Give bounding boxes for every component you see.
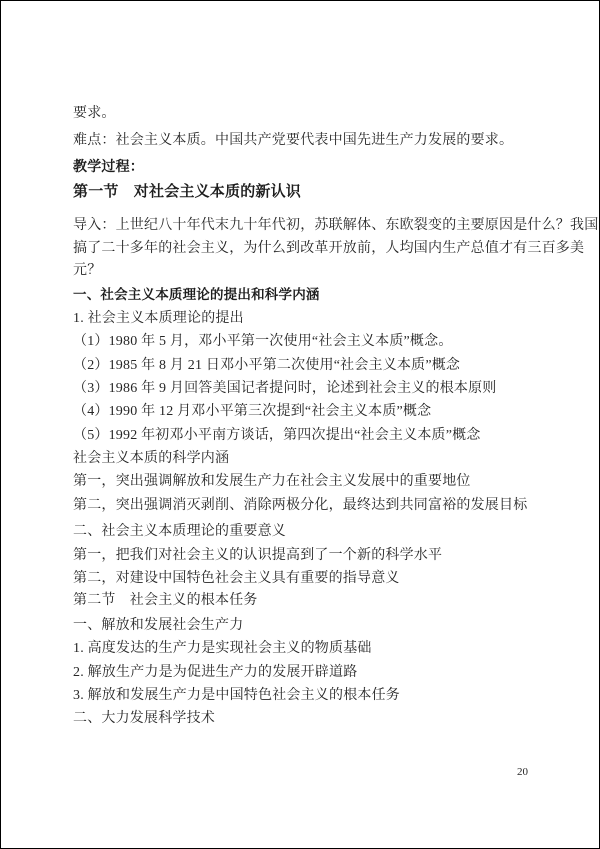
page-number: 20 — [517, 766, 528, 778]
item-5-line: （5）1992 年初邓小平南方谈话，第四次提出“社会主义本质”概念 — [73, 428, 481, 443]
item-1-line: （1）1980 年 5 月，邓小平第一次使用“社会主义本质”概念。 — [73, 334, 453, 349]
difficulty-line: 难点：社会主义本质。中国共产党要代表中国先进生产力发展的要求。 — [73, 133, 514, 148]
item-3-line: （3）1986 年 9 月回答美国记者提问时，论述到社会主义的根本原则 — [73, 381, 497, 396]
task-2-heading: 二、大力发展科学技术 — [73, 711, 215, 726]
topic-1-heading: 一、社会主义本质理论的提出和科学内涵 — [73, 287, 320, 302]
intro-line-2: 搞了二十多年的社会主义，为什么到改革开放前，人均国内生产总值才有三百多美 — [73, 241, 585, 256]
task-1-heading: 一、解放和发展社会生产力 — [73, 618, 244, 633]
connotation-line: 社会主义本质的科学内涵 — [73, 451, 230, 466]
intro-line-3: 元？ — [73, 263, 102, 278]
item-4-line: （4）1990 年 12 月邓小平第三次提到“社会主义本质”概念 — [73, 404, 432, 419]
item-2-line: （2）1985 年 8 月 21 日邓小平第二次使用“社会主义本质”概念 — [73, 358, 461, 373]
significance-point-1: 第一，把我们对社会主义的认识提高到了一个新的科学水平 — [73, 548, 443, 563]
topic-2-heading: 二、社会主义本质理论的重要意义 — [73, 524, 286, 539]
point-1-line: 1. 社会主义本质理论的提出 — [73, 311, 244, 326]
connotation-point-1: 第一，突出强调解放和发展生产力在社会主义发展中的重要地位 — [73, 474, 471, 489]
task-point-1: 1. 高度发达的生产力是实现社会主义的物质基础 — [73, 641, 372, 656]
intro-line-1: 导入：上世纪八十年代末九十年代初，苏联解体、东欧裂变的主要原因是什么？我国 — [73, 218, 599, 233]
section-2-heading: 第二节 社会主义的根本任务 — [73, 593, 258, 608]
task-point-2: 2. 解放生产力是为促进生产力的发展开辟道路 — [73, 665, 358, 680]
continuation-line: 要求。 — [73, 106, 116, 121]
teaching-process-heading: 教学过程： — [73, 158, 144, 174]
task-point-3: 3. 解放和发展生产力是中国特色社会主义的根本任务 — [73, 688, 400, 703]
section-1-heading: 第一节 对社会主义本质的新认识 — [73, 183, 302, 200]
connotation-point-2: 第二，突出强调消灭剥削、消除两极分化，最终达到共同富裕的发展目标 — [73, 498, 528, 513]
significance-point-2: 第二，对建设中国特色社会主义具有重要的指导意义 — [73, 571, 400, 586]
